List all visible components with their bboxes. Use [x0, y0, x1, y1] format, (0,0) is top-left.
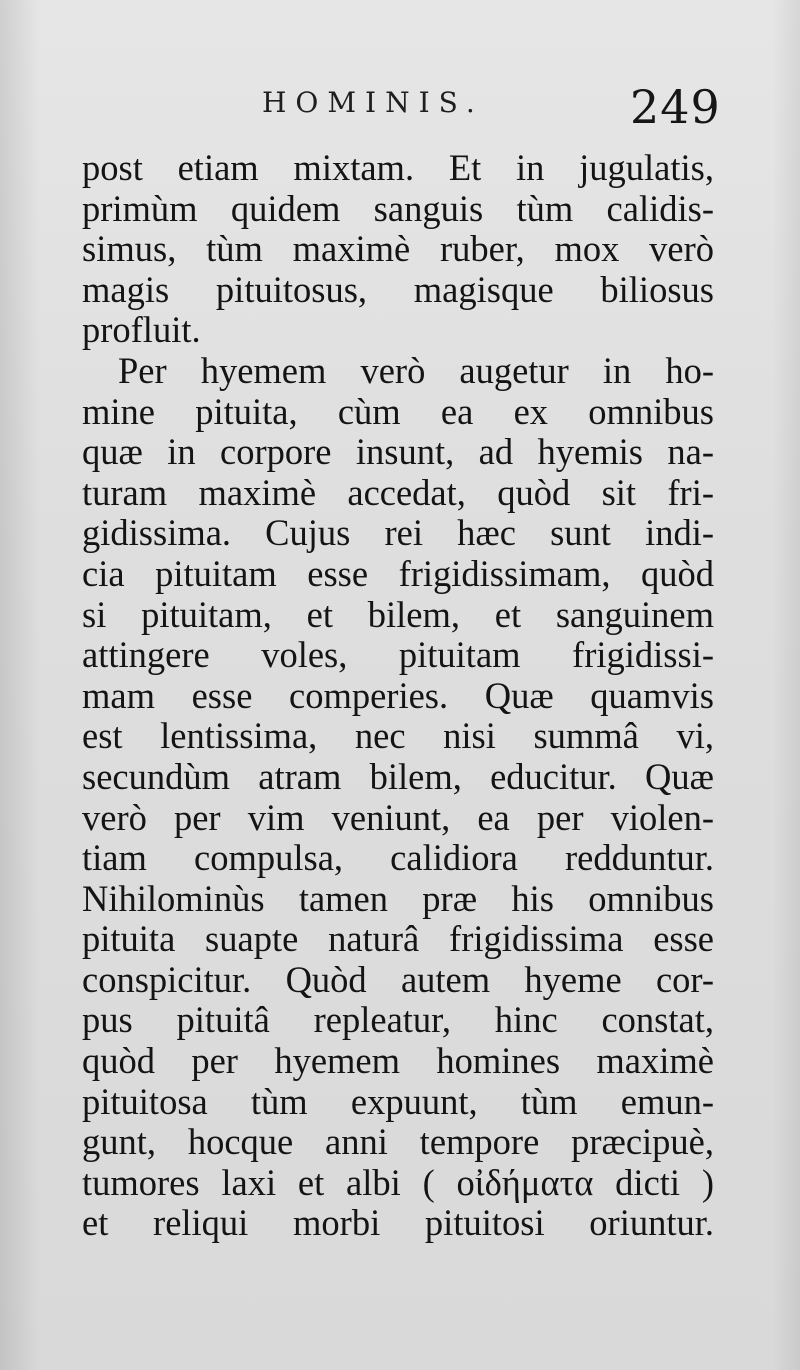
text-line: conspicitur. Quòd autem hyeme cor-: [82, 958, 714, 1000]
text-line: Nihilominùs tamen præ his omnibus: [82, 877, 714, 919]
text-line: tiam compulsa, calidiora redduntur.: [82, 837, 714, 879]
text-line: verò per vim veniunt, ea per violen-: [82, 796, 714, 838]
text-line: magis pituitosus, magisque biliosus: [82, 268, 714, 310]
page-header: [0, 80, 800, 140]
text-line: primùm quidem sanguis tùm calidis-: [82, 187, 714, 229]
page-number: 249: [630, 80, 721, 134]
paragraph-first-line: Per hyemem verò augetur in ho-: [118, 349, 714, 391]
text-line: turam maximè accedat, quòd sit fri-: [82, 471, 714, 513]
text-line: cia pituitam esse frigidissimam, quòd: [82, 552, 714, 594]
text-line: post etiam mixtam. Et in jugulatis,: [82, 147, 714, 188]
text-line: est lentissima, nec nisi summâ vi,: [82, 715, 714, 757]
text-line: mam esse comperies. Quæ quamvis: [82, 674, 714, 716]
page-edge-shadow-left: [0, 0, 40, 1370]
text-line: mine pituita, cùm ea ex omnibus: [82, 390, 714, 432]
paragraph-end-line: profluit.: [82, 309, 201, 351]
text-line: quæ in corpore insunt, ad hyemis na-: [82, 431, 714, 473]
text-line: gidissima. Cujus rei hæc sunt indi-: [82, 512, 714, 554]
text-line: et reliqui morbi pituitosi oriuntur.: [82, 1202, 714, 1244]
text-line: tumores laxi et albi ( οἰδήματα dicti ): [82, 1161, 714, 1203]
text-line: secundùm atram bilem, educitur. Quæ: [82, 755, 714, 797]
page-edge-shadow-right: [772, 0, 800, 1370]
text-line: pus pituitâ repleatur, hinc constat,: [82, 999, 714, 1041]
text-line: simus, tùm maximè ruber, mox verò: [82, 228, 714, 270]
text-line: pituita suapte naturâ frigidissima esse: [82, 918, 714, 960]
running-title: HOMINIS.: [262, 86, 484, 119]
text-line: quòd per hyemem homines maximè: [82, 1040, 714, 1082]
body-text: [82, 148, 714, 1244]
text-line: si pituitam, et bilem, et sanguinem: [82, 593, 714, 635]
text-line: pituitosa tùm expuunt, tùm emun-: [82, 1080, 714, 1122]
text-line: attingere voles, pituitam frigidissi-: [82, 634, 714, 676]
text-line: gunt, hocque anni tempore præcipuè,: [82, 1121, 714, 1163]
